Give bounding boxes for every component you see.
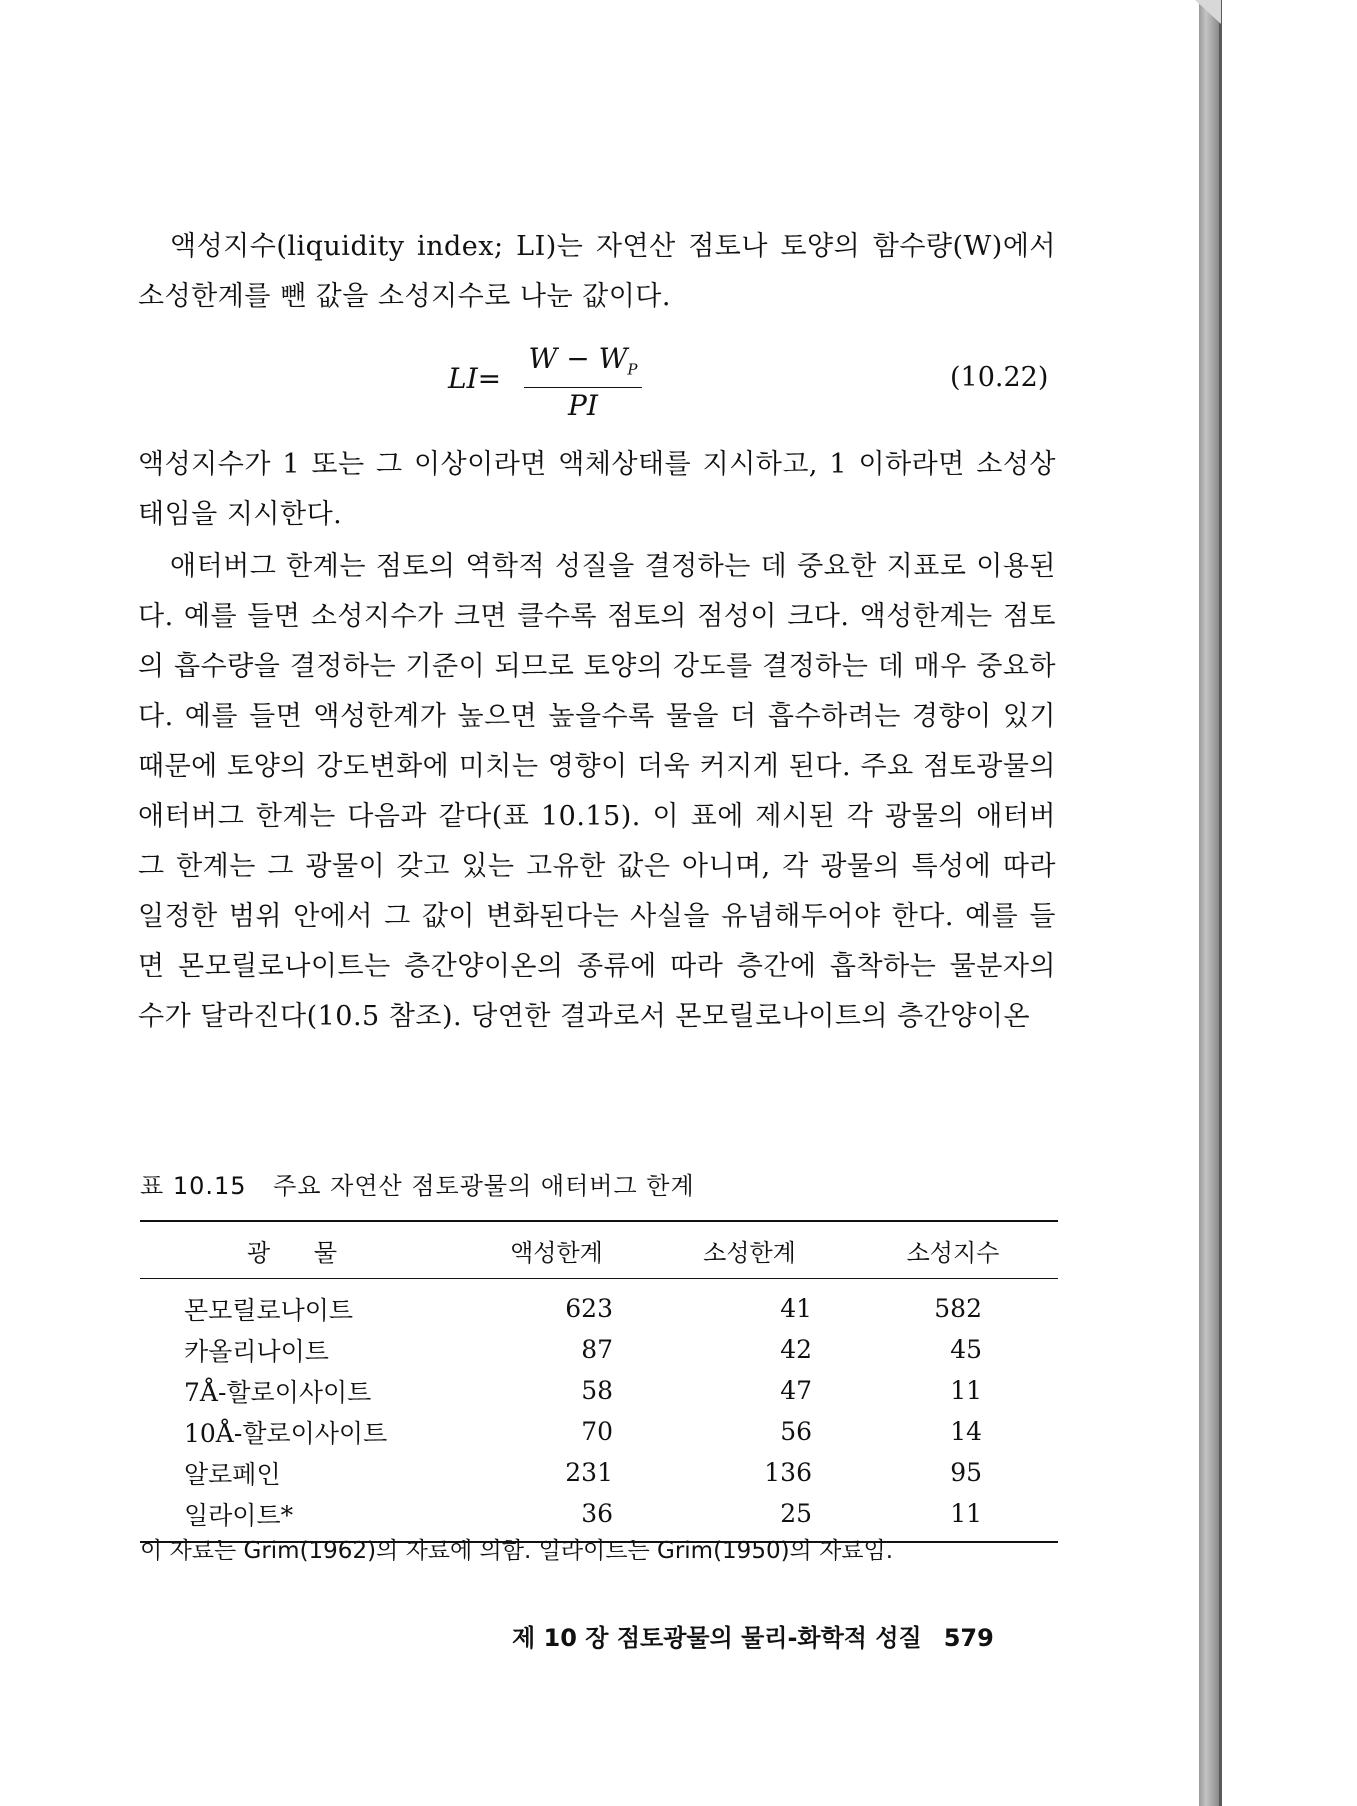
cell-plasticity-index: 14 xyxy=(950,1417,982,1446)
page-edge-border xyxy=(1219,0,1222,1806)
table-row xyxy=(140,1370,1058,1411)
table-row xyxy=(140,1329,1058,1370)
cell-plasticity-index: 95 xyxy=(950,1458,982,1487)
page-corner-fold xyxy=(1195,0,1221,24)
cell-plasticity-index: 11 xyxy=(950,1376,982,1405)
table-caption xyxy=(140,1166,695,1201)
cell-plasticity-index: 582 xyxy=(934,1294,982,1323)
cell-mineral: 카올리나이트 xyxy=(184,1336,329,1366)
cell-plastic-limit: 56 xyxy=(780,1417,812,1446)
table-footnote: 이 자료는 Grim(1962)의 자료에 의함. 일라이트는 Grim(1950)의 자료임. xyxy=(140,1538,894,1564)
cell-plastic-limit: 136 xyxy=(764,1458,812,1487)
cell-mineral: 10Å-할로이사이트 xyxy=(184,1418,388,1448)
cell-liquid-limit: 36 xyxy=(581,1499,613,1528)
table-row xyxy=(140,1279,1058,1330)
table-row xyxy=(140,1452,1058,1493)
equation-number: (10.22) xyxy=(950,362,1049,393)
equation-denominator: PI xyxy=(568,388,598,422)
table-row xyxy=(140,1411,1058,1452)
header-plastic-limit: 소성한계 xyxy=(651,1221,848,1279)
atterberg-limits-table xyxy=(140,1220,1058,1543)
paragraph-atterberg-limits: 애터버그 한계는 점토의 역학적 성질을 결정하는 데 중요한 지표로 이용된다. 예를 들면 소성지수가 크면 클수록 점토의 점성이 크다. 액성한계는 점토의 흡수량을 결정하는 기준이 되므로 토양의 강도를 결정하는 데 매우 중요하다. 예를 들면 액성한계가 높으면 높을수록 물을 더 흡수하려는 경향이 있기 때문에 토양의 강도변화에 미치는 영향이 더욱 커지게 된다. 주요 점토광물의 애터버그 한계는 다음과 같다(표 10.15). 이 표에 제시된 각 광물의 애터버그 한계는 그 광물이 갖고 있는 고유한 값은 아니며, 각 광물의 특성에 따라 일정한 범위 안에서 그 값이 변화된다는 사실을 유념해두어야 한다. 예를 들면 몬모릴로나이트는 층간양이온의 종류에 따라 층간에 흡착하는 물분자의 수가 달라진다(10.5 참조). 당연한 결과로서 몬모릴로나이트의 층간양이온 xyxy=(138,551,1056,1032)
cell-mineral: 알로페인 xyxy=(184,1459,281,1489)
table-caption-title: 주요 자연산 점토광물의 애터버그 한계 xyxy=(273,1172,695,1200)
cell-liquid-limit: 70 xyxy=(581,1417,613,1446)
cell-liquid-limit: 231 xyxy=(565,1458,613,1487)
cell-liquid-limit: 623 xyxy=(565,1294,613,1323)
cell-plasticity-index: 11 xyxy=(950,1499,982,1528)
equation-lhs: LI= xyxy=(448,362,502,395)
table-header-row xyxy=(140,1221,1058,1279)
cell-liquid-limit: 87 xyxy=(581,1335,613,1364)
header-mineral: 광 물 xyxy=(140,1221,462,1279)
equation-fraction xyxy=(524,342,642,424)
cell-plastic-limit: 47 xyxy=(780,1376,812,1405)
header-plasticity-index: 소성지수 xyxy=(848,1221,1058,1279)
cell-mineral: 7Å-할로이사이트 xyxy=(184,1377,372,1407)
cell-plastic-limit: 41 xyxy=(780,1294,812,1323)
cell-plastic-limit: 25 xyxy=(780,1499,812,1528)
cell-mineral: 일라이트* xyxy=(184,1500,294,1530)
header-liquid-limit: 액성한계 xyxy=(462,1221,651,1279)
page-footer xyxy=(512,1618,994,1653)
cell-plastic-limit: 42 xyxy=(780,1335,812,1364)
paragraph-liquidity-state: 액성지수가 1 또는 그 이상이라면 액체상태를 지시하고, 1 이하라면 소성상태임을 지시한다. xyxy=(138,449,1056,530)
equation-numerator: $W - W_P$ xyxy=(524,342,642,388)
page-number: 579 xyxy=(943,1624,994,1652)
cell-plasticity-index: 45 xyxy=(950,1335,982,1364)
paragraph-liquidity-index: 액성지수(liquidity index; LI)는 자연산 점토나 토양의 함수량(W)에서 소성한계를 뺀 값을 소성지수로 나눈 값이다. xyxy=(138,231,1056,312)
cell-mineral: 몬모릴로나이트 xyxy=(184,1295,354,1325)
page-edge-shadow xyxy=(1199,0,1219,1806)
cell-liquid-limit: 58 xyxy=(581,1376,613,1405)
table-caption-number: 표 10.15 xyxy=(140,1172,247,1200)
chapter-title: 제 10 장 점토광물의 물리-화학적 성질 xyxy=(512,1624,922,1652)
